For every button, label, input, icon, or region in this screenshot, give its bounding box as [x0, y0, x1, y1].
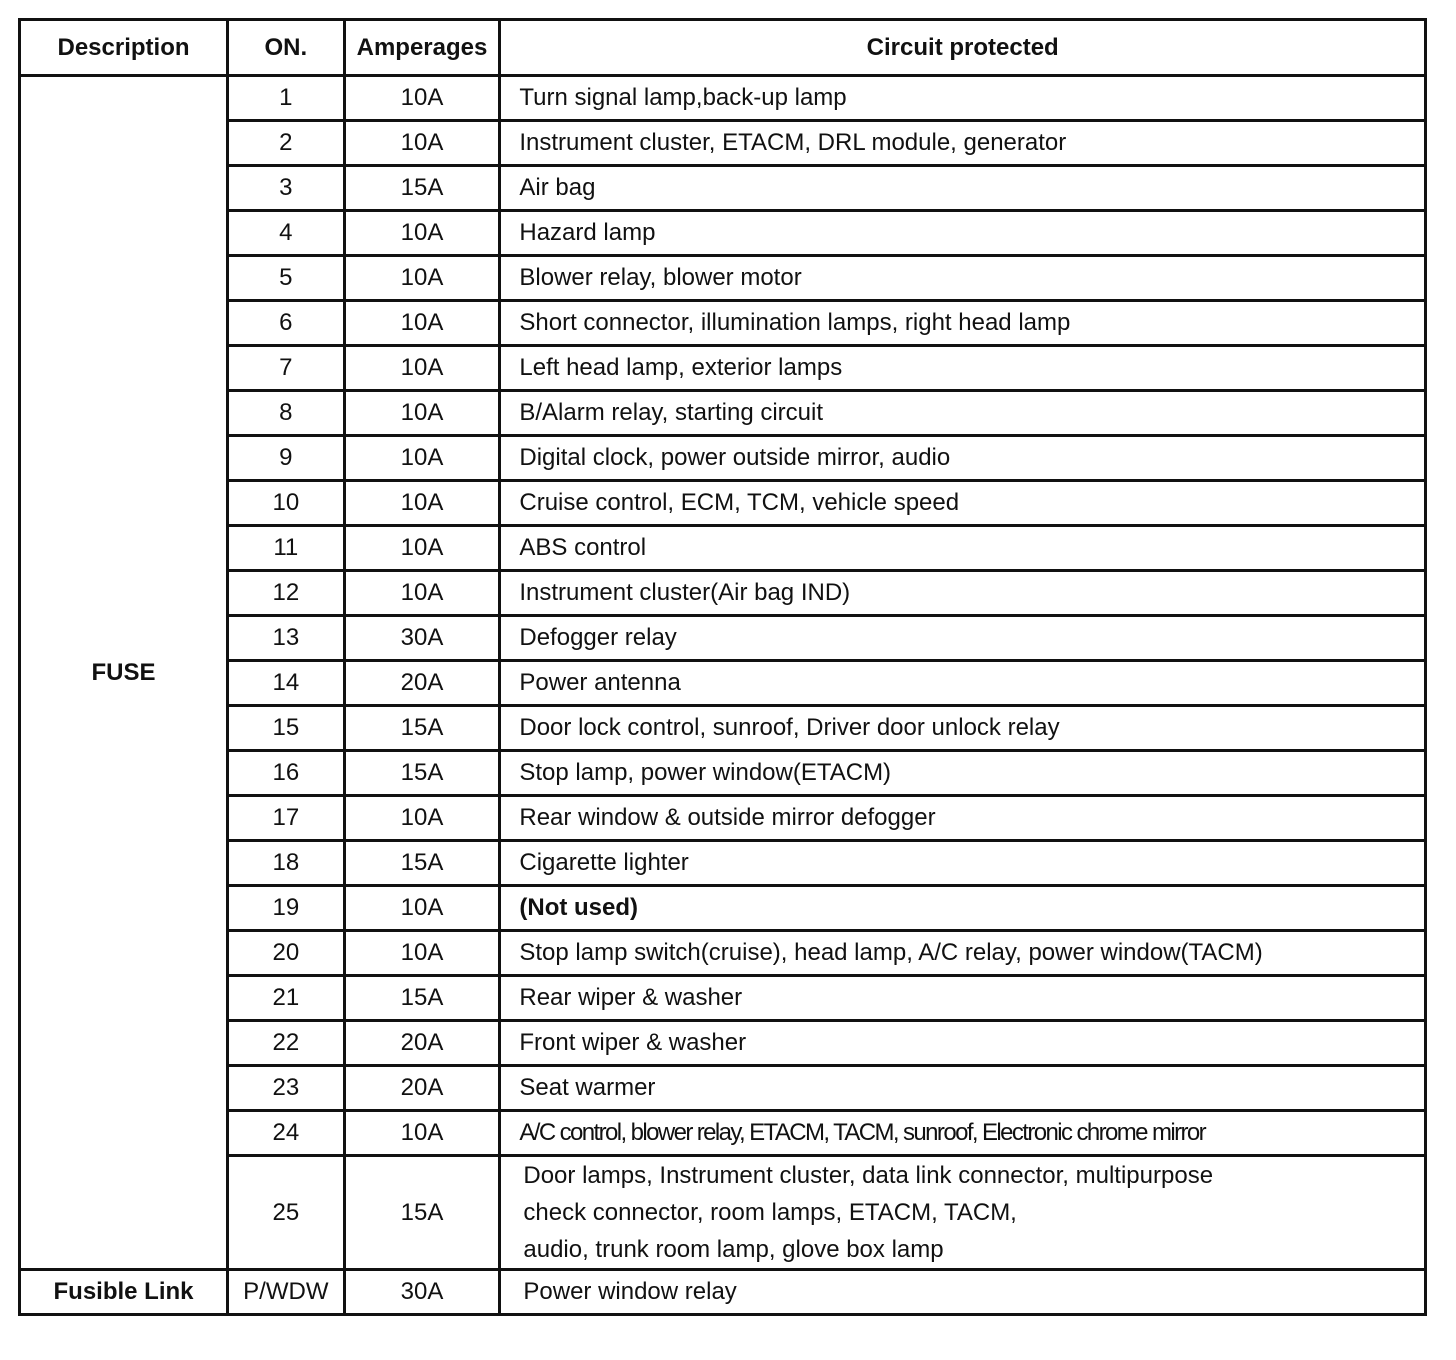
fuse-number: 17 [228, 796, 345, 841]
fuse-circuit: A/C control, blower relay, ETACM, TACM, sunroof, Electronic chrome mirror [500, 1111, 1426, 1156]
fusible-link-amperage: 30A [344, 1270, 500, 1315]
fuse-amperage: 10A [344, 76, 500, 121]
fuse-amperage: 20A [344, 661, 500, 706]
fuse-amperage: 10A [344, 301, 500, 346]
fuse-amperage: 20A [344, 1066, 500, 1111]
fuse-number: 21 [228, 976, 345, 1021]
fuse-amperage: 10A [344, 526, 500, 571]
fuse-circuit: Hazard lamp [500, 211, 1426, 256]
fuse-amperage: 10A [344, 796, 500, 841]
fuse-circuit: ABS control [500, 526, 1426, 571]
fuse-circuit: Rear wiper & washer [500, 976, 1426, 1021]
table-row [20, 436, 1426, 481]
fuse-amperage: 10A [344, 391, 500, 436]
fuse-number: 8 [228, 391, 345, 436]
fuse-number: 9 [228, 436, 345, 481]
fuse-amperage: 10A [344, 436, 500, 481]
fuse-circuit: B/Alarm relay, starting circuit [500, 391, 1426, 436]
fuse-circuit: Stop lamp switch(cruise), head lamp, A/C relay, power window(TACM) [500, 931, 1426, 976]
table-row [20, 661, 1426, 706]
header-description: Description [20, 20, 228, 76]
fuse-number: 18 [228, 841, 345, 886]
table-row [20, 751, 1426, 796]
fuse-circuit: Cigarette lighter [500, 841, 1426, 886]
table-row [20, 166, 1426, 211]
table-row [20, 481, 1426, 526]
fuse-number: 10 [228, 481, 345, 526]
fuse-circuit: Defogger relay [500, 616, 1426, 661]
fuse-amperage: 10A [344, 211, 500, 256]
fuse-number: 6 [228, 301, 345, 346]
table-row [20, 76, 1426, 121]
fuse-amperage: 10A [344, 931, 500, 976]
table-row [20, 526, 1426, 571]
table-row [20, 391, 1426, 436]
fuse-circuit: Front wiper & washer [500, 1021, 1426, 1066]
table-row [20, 616, 1426, 661]
fuse-number: 7 [228, 346, 345, 391]
table-row [20, 301, 1426, 346]
fuse-circuit: Stop lamp, power window(ETACM) [500, 751, 1426, 796]
table-row [20, 256, 1426, 301]
fuse-circuit: Rear window & outside mirror defogger [500, 796, 1426, 841]
fuse-number: 19 [228, 886, 345, 931]
fuse-circuit-line: Door lamps, Instrument cluster, data link connector, multipurpose [523, 1162, 1214, 1189]
fuse-amperage: 15A [344, 841, 500, 886]
fuse-number: 23 [228, 1066, 345, 1111]
fuse-amperage: 10A [344, 571, 500, 616]
fuse-circuit-line: check connector, room lamps, ETACM, TACM, [523, 1199, 1017, 1226]
header-row [20, 20, 1426, 76]
table-row [20, 346, 1426, 391]
fusible-link-group-label: Fusible Link [20, 1270, 228, 1315]
fuse-amperage: 10A [344, 481, 500, 526]
fuse-circuit: (Not used) [500, 886, 1426, 931]
fuse-number: 11 [228, 526, 345, 571]
fuse-amperage: 15A [344, 751, 500, 796]
table-row [20, 1066, 1426, 1111]
fuse-circuit: Door lock control, sunroof, Driver door unlock relay [500, 706, 1426, 751]
header-number: ON. [228, 20, 345, 76]
table-row [20, 211, 1426, 256]
fuse-amperage: 10A [344, 346, 500, 391]
table-row [20, 1156, 1426, 1270]
fuse-amperage: 15A [344, 706, 500, 751]
fuse-circuit: Left head lamp, exterior lamps [500, 346, 1426, 391]
fuse-amperage: 15A [344, 166, 500, 211]
fuse-number: 2 [228, 121, 345, 166]
fuse-number: 24 [228, 1111, 345, 1156]
fuse-amperage: 10A [344, 886, 500, 931]
fuse-circuit-line: audio, trunk room lamp, glove box lamp [523, 1236, 944, 1263]
fuse-table [18, 18, 1427, 1316]
fusible-link-number: P/WDW [228, 1270, 345, 1315]
header-amperage: Amperages [344, 20, 500, 76]
fuse-circuit: Blower relay, blower motor [500, 256, 1426, 301]
table-row [20, 571, 1426, 616]
fuse-circuit: Short connector, illumination lamps, right head lamp [500, 301, 1426, 346]
fuse-number: 1 [228, 76, 345, 121]
table-row [20, 841, 1426, 886]
fuse-circuit: Power antenna [500, 661, 1426, 706]
fuse-circuit: Turn signal lamp,back-up lamp [500, 76, 1426, 121]
fuse-number: 16 [228, 751, 345, 796]
fuse-circuit: Seat warmer [500, 1066, 1426, 1111]
fuse-circuit: Air bag [500, 166, 1426, 211]
fuse-circuit: Cruise control, ECM, TCM, vehicle speed [500, 481, 1426, 526]
fuse-number: 25 [228, 1156, 345, 1270]
fuse-circuit: Instrument cluster, ETACM, DRL module, generator [500, 121, 1426, 166]
fuse-group-label: FUSE [20, 76, 228, 1270]
fuse-circuit: Digital clock, power outside mirror, audio [500, 436, 1426, 481]
fuse-number: 14 [228, 661, 345, 706]
table-row [20, 976, 1426, 1021]
fuse-amperage: 10A [344, 256, 500, 301]
table-row [20, 931, 1426, 976]
table-row [20, 706, 1426, 751]
fuse-circuit [500, 1156, 1426, 1270]
table-row [20, 886, 1426, 931]
fuse-number: 22 [228, 1021, 345, 1066]
fuse-number: 4 [228, 211, 345, 256]
table-row [20, 1111, 1426, 1156]
fuse-amperage: 10A [344, 1111, 500, 1156]
fusible-link-row [20, 1270, 1426, 1315]
fusible-link-circuit: Power window relay [500, 1270, 1426, 1315]
fuse-number: 20 [228, 931, 345, 976]
header-circuit: Circuit protected [500, 20, 1426, 76]
fuse-number: 5 [228, 256, 345, 301]
table-row [20, 121, 1426, 166]
table-row [20, 1021, 1426, 1066]
fuse-amperage: 10A [344, 121, 500, 166]
fuse-amperage: 20A [344, 1021, 500, 1066]
fuse-number: 3 [228, 166, 345, 211]
fuse-amperage: 15A [344, 976, 500, 1021]
fuse-number: 15 [228, 706, 345, 751]
fuse-number: 13 [228, 616, 345, 661]
fuse-amperage: 30A [344, 616, 500, 661]
table-row [20, 796, 1426, 841]
fuse-circuit: Instrument cluster(Air bag IND) [500, 571, 1426, 616]
fuse-number: 12 [228, 571, 345, 616]
fuse-amperage: 15A [344, 1156, 500, 1270]
